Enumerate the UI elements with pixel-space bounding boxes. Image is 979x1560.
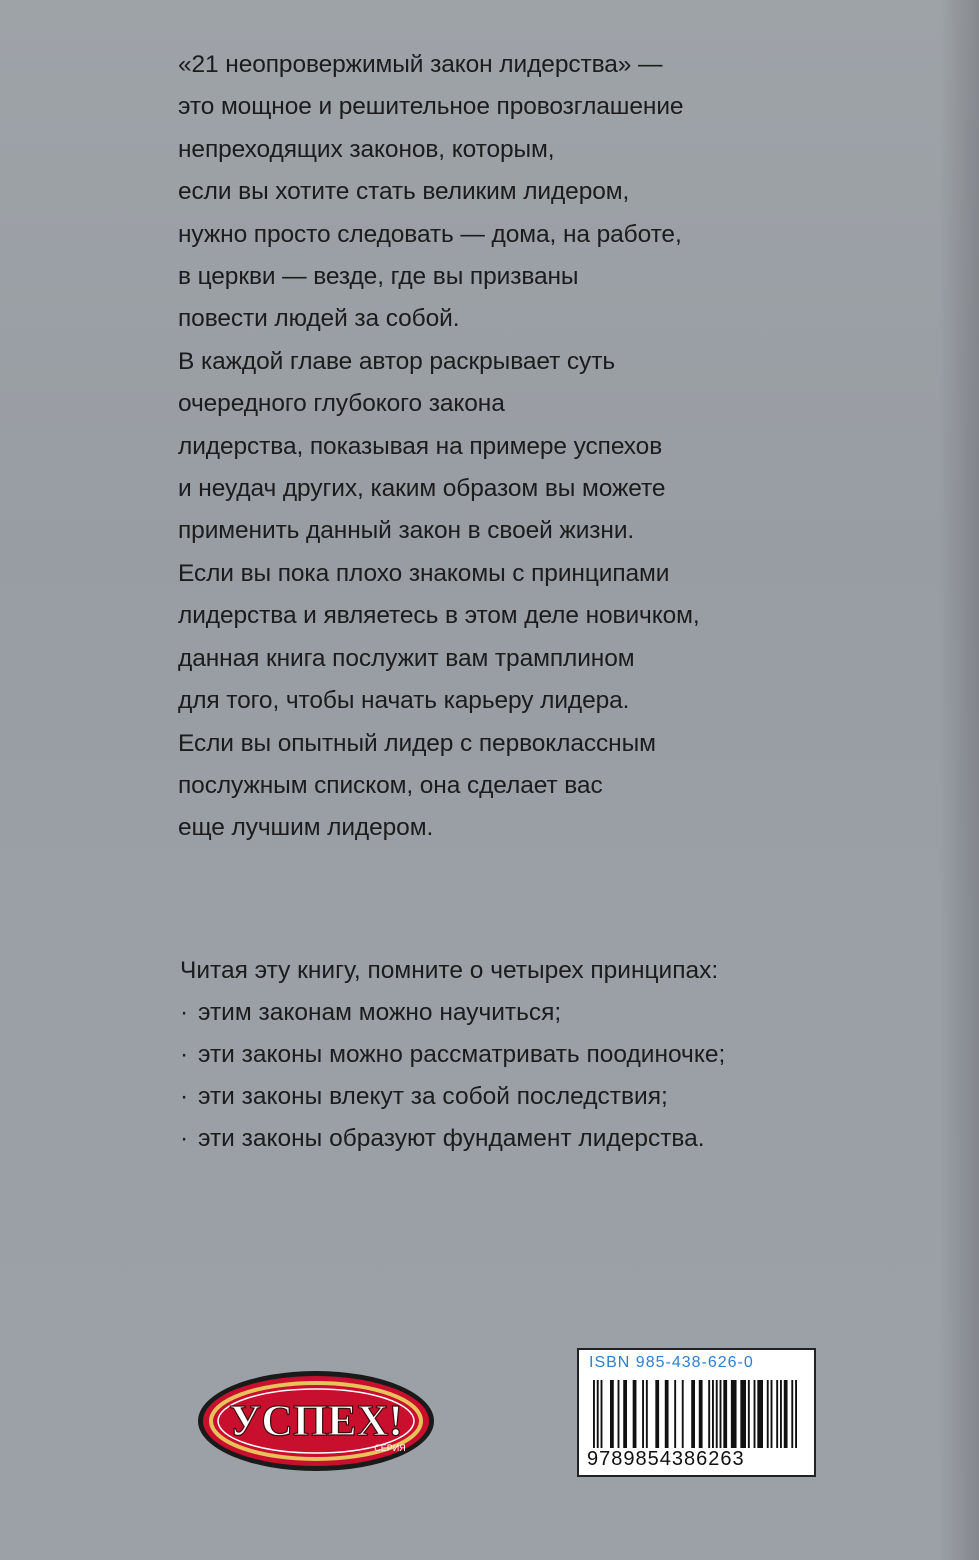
cover-edge-shadow: [939, 0, 979, 1560]
principle-item: [180, 1076, 820, 1118]
barcode-bar: [767, 1380, 769, 1448]
barcode-bar: [665, 1380, 669, 1448]
description-line: это мощное и решительное провозглашение: [178, 93, 684, 121]
barcode-bars: [591, 1380, 799, 1448]
description-line: лидерства и являетесь в этом деле новичком,: [178, 602, 700, 630]
barcode-graphic: [591, 1380, 799, 1448]
description-line: лидерства, показывая на примере успехов: [178, 432, 663, 460]
description-line: еще лучшим лидером.: [178, 814, 434, 842]
logo-subtitle: СЕРИЯ: [374, 1443, 406, 1453]
barcode-bar: [754, 1380, 756, 1448]
barcode-bar: [740, 1380, 746, 1448]
barcode-bar: [623, 1380, 627, 1448]
barcode-bar: [731, 1380, 737, 1448]
barcode-bar: [708, 1380, 710, 1448]
description-line: если вы хотите стать великим лидером,: [178, 178, 630, 206]
description-line: применить данный закон в своей жизни.: [178, 517, 635, 545]
barcode-bar: [720, 1380, 722, 1448]
barcode-bar: [646, 1380, 648, 1448]
barcode-bar: [618, 1380, 620, 1448]
bullet-icon: ·: [180, 999, 189, 1026]
description-line: данная книга послужит вам трамплином: [178, 644, 635, 672]
barcode-bar: [716, 1380, 718, 1448]
series-logo-graphic: [194, 1365, 439, 1477]
barcode-bar: [757, 1380, 763, 1448]
barcode-bar: [642, 1380, 644, 1448]
principle-text: этим законам можно научиться;: [198, 999, 562, 1026]
description-text: [178, 44, 818, 850]
barcode-bar: [723, 1380, 727, 1448]
barcode-bar: [784, 1380, 788, 1448]
description-line: нужно просто следовать — дома, на работе,: [178, 220, 682, 248]
barcode-bar: [795, 1380, 797, 1448]
principle-text: эти законы влекут за собой последствия;: [198, 1083, 668, 1110]
barcode-bar: [748, 1380, 750, 1448]
principles-intro: Читая эту книгу, помните о четырех принципах:: [180, 957, 719, 984]
barcode-bar: [682, 1380, 684, 1448]
barcode-bar: [655, 1380, 659, 1448]
barcode-bar: [776, 1380, 778, 1448]
barcode-bar: [597, 1380, 599, 1448]
barcode-bar: [771, 1380, 773, 1448]
barcode-block: [577, 1348, 816, 1477]
description-line: послужным списком, она сделает вас: [178, 771, 603, 799]
description-line: и неудач других, каким образом вы можете: [178, 475, 666, 503]
barcode-bar: [791, 1380, 793, 1448]
principles-list: [180, 950, 820, 1160]
description-line: Если вы пока плохо знакомы с принципами: [178, 559, 670, 587]
principle-item: [180, 1034, 820, 1076]
principle-item: [180, 1118, 820, 1160]
description-line: в церкви — везде, где вы призваны: [178, 263, 579, 291]
description-line: повести людей за собой.: [178, 305, 460, 333]
barcode-bar: [674, 1380, 676, 1448]
bullet-icon: ·: [180, 1125, 189, 1152]
description-line: «21 неопровержимый закон лидерства» —: [178, 51, 663, 78]
bullet-icon: ·: [180, 1041, 189, 1068]
barcode-bar: [691, 1380, 695, 1448]
principle-text: эти законы можно рассматривать поодиночке;: [198, 1041, 726, 1068]
series-logo: [194, 1365, 439, 1477]
description-line: В каждой главе автор раскрывает суть: [178, 347, 615, 375]
barcode-bar: [633, 1380, 637, 1448]
logo-title: УСПЕХ!: [228, 1396, 404, 1445]
description-line: очередного глубокого закона: [178, 390, 505, 418]
description-line: для того, чтобы начать карьеру лидера.: [178, 687, 630, 715]
ean-number: 9789854386263: [587, 1448, 745, 1470]
barcode-bar: [780, 1380, 782, 1448]
barcode-bar: [593, 1380, 595, 1448]
bullet-icon: ·: [180, 1083, 189, 1110]
description-line: Если вы опытный лидер с первоклассным: [178, 729, 656, 757]
barcode-bar: [601, 1380, 603, 1448]
barcode-bar: [610, 1380, 614, 1448]
principle-item: [180, 992, 820, 1034]
barcode-bar: [712, 1380, 714, 1448]
barcode-bar: [699, 1380, 703, 1448]
description-line: непреходящих законов, которым,: [178, 135, 555, 163]
principle-text: эти законы образуют фундамент лидерства.: [198, 1125, 705, 1152]
isbn-label: ISBN 985-438-626-0: [589, 1354, 754, 1371]
